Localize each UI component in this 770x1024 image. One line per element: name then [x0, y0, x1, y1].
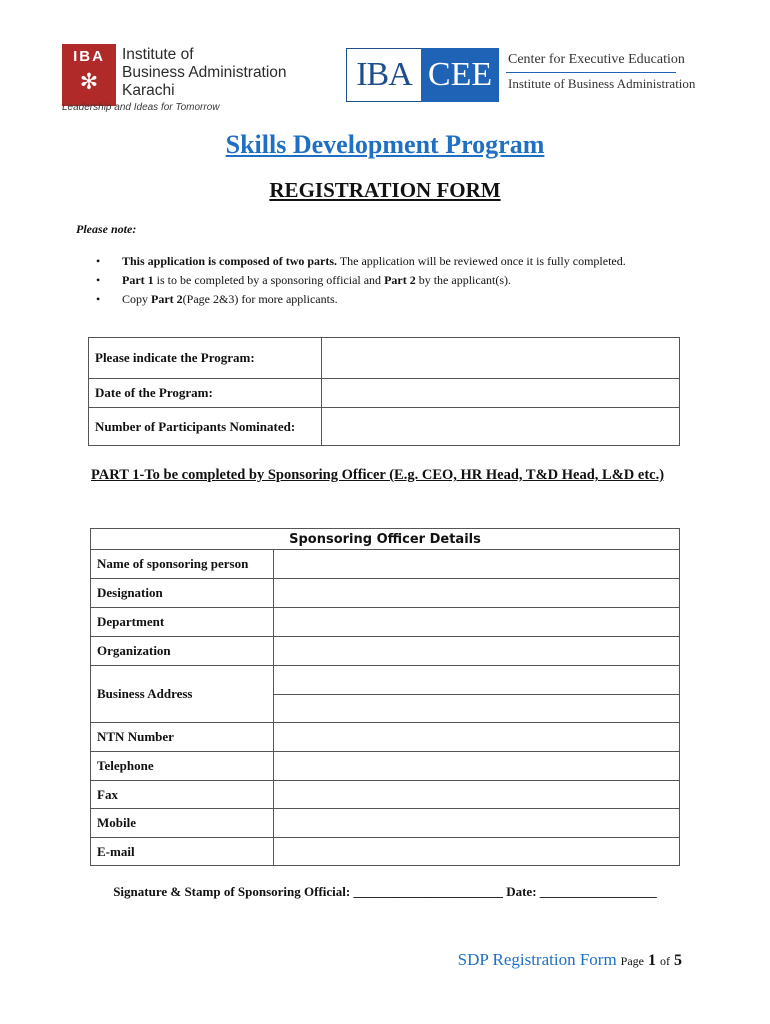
field-label: Name of sponsoring person: [91, 550, 274, 579]
cee-logo-line2: Institute of Business Administration: [508, 76, 696, 91]
participants-field[interactable]: [322, 408, 680, 446]
iba-logo-letters: IBA: [73, 48, 105, 65]
program-field[interactable]: [322, 338, 680, 379]
note-bold: Part 1: [122, 273, 154, 287]
business-address-field-1[interactable]: [274, 666, 680, 695]
cee-logo-rule: [506, 72, 676, 73]
table-row: [89, 379, 680, 408]
bullet-icon: •: [96, 273, 101, 287]
note-text: The application will be reviewed once it is fully completed.: [337, 254, 626, 268]
cee-logo-line1: Center for Executive Education: [508, 52, 685, 67]
table-row: [89, 408, 680, 446]
note-bold: Part 2: [384, 273, 416, 287]
iba-tagline: Leadership and Ideas for Tomorrow: [62, 102, 220, 113]
field-label: Organization: [91, 637, 274, 666]
page-footer: [458, 950, 682, 970]
table-header-row: [91, 529, 680, 550]
note-text: is to be completed by a sponsoring official and: [153, 273, 385, 287]
table-row: [91, 752, 680, 781]
department-field[interactable]: [274, 608, 680, 637]
iba-logo: [62, 44, 292, 116]
program-table: [88, 337, 680, 446]
iba-logo-line2: Business Administration: [122, 64, 287, 81]
date-field[interactable]: __________________: [539, 884, 657, 899]
designation-field[interactable]: [274, 579, 680, 608]
sponsoring-officer-table: [90, 528, 680, 866]
footer-page-number: 1: [648, 952, 656, 969]
field-label: Department: [91, 608, 274, 637]
part1-heading: PART 1-To be completed by Sponsoring Officer (E.g. CEO, HR Head, T&D Head, L&D etc.): [91, 467, 665, 483]
note-item: [96, 290, 736, 309]
iba-logo-text: [122, 46, 287, 100]
signature-field[interactable]: _______________________: [353, 884, 503, 899]
iba-logo-mark: [62, 44, 116, 106]
table-row: [91, 666, 680, 695]
note-item: [96, 252, 736, 271]
signature-label: Signature & Stamp of Sponsoring Official:: [113, 884, 351, 899]
bullet-icon: •: [96, 254, 101, 268]
table-header: Sponsoring Officer Details: [91, 529, 680, 550]
email-field[interactable]: [274, 838, 680, 866]
form-title: REGISTRATION FORM: [269, 178, 501, 202]
signature-line: [0, 884, 770, 900]
note-text: Copy: [122, 292, 152, 306]
business-address-field-2[interactable]: [274, 695, 680, 723]
sponsor-name-field[interactable]: [274, 550, 680, 579]
note-text: by the applicant(s).: [415, 273, 512, 287]
note-bold: Part 2: [151, 292, 183, 306]
footer-page-word: Page: [620, 954, 644, 968]
note-label: Please note:: [76, 222, 137, 236]
organization-field[interactable]: [274, 637, 680, 666]
bullet-icon: •: [96, 292, 101, 306]
table-row: [91, 723, 680, 752]
ntn-field[interactable]: [274, 723, 680, 752]
note-bold: This application is composed of two parts.: [122, 254, 338, 268]
date-label: Date:: [506, 884, 537, 899]
table-row: [91, 809, 680, 838]
table-row: [91, 838, 680, 866]
field-label: Business Address: [91, 666, 274, 723]
note-text: (Page 2&3) for more applicants.: [182, 292, 338, 306]
table-row: [91, 637, 680, 666]
table-row: [91, 550, 680, 579]
field-label: Designation: [91, 579, 274, 608]
field-label: Fax: [91, 781, 274, 809]
fax-field[interactable]: [274, 781, 680, 809]
note-item: [96, 271, 736, 290]
table-row: [89, 338, 680, 379]
participants-label: Number of Participants Nominated:: [89, 408, 322, 446]
page-title: Skills Development Program: [225, 130, 545, 159]
footer-page-total: 5: [674, 952, 682, 969]
iba-logo-line1: Institute of: [122, 46, 194, 63]
mobile-field[interactable]: [274, 809, 680, 838]
program-date-label: Date of the Program:: [89, 379, 322, 408]
cee-logo-iba: IBA: [346, 48, 422, 102]
footer-of-word: of: [660, 954, 670, 968]
field-label: NTN Number: [91, 723, 274, 752]
footer-title: SDP Registration Form: [457, 950, 617, 969]
telephone-field[interactable]: [274, 752, 680, 781]
field-label: Mobile: [91, 809, 274, 838]
table-row: [91, 579, 680, 608]
field-label: Telephone: [91, 752, 274, 781]
program-label: Please indicate the Program:: [89, 338, 322, 379]
table-row: [91, 781, 680, 809]
iba-emblem-icon: ✻: [79, 70, 99, 95]
cee-logo: [346, 48, 696, 104]
program-date-field[interactable]: [322, 379, 680, 408]
cee-logo-cee: CEE: [421, 48, 499, 102]
note-list: [96, 252, 736, 309]
field-label: E-mail: [91, 838, 274, 866]
iba-logo-line3: Karachi: [122, 82, 175, 99]
table-row: [91, 608, 680, 637]
